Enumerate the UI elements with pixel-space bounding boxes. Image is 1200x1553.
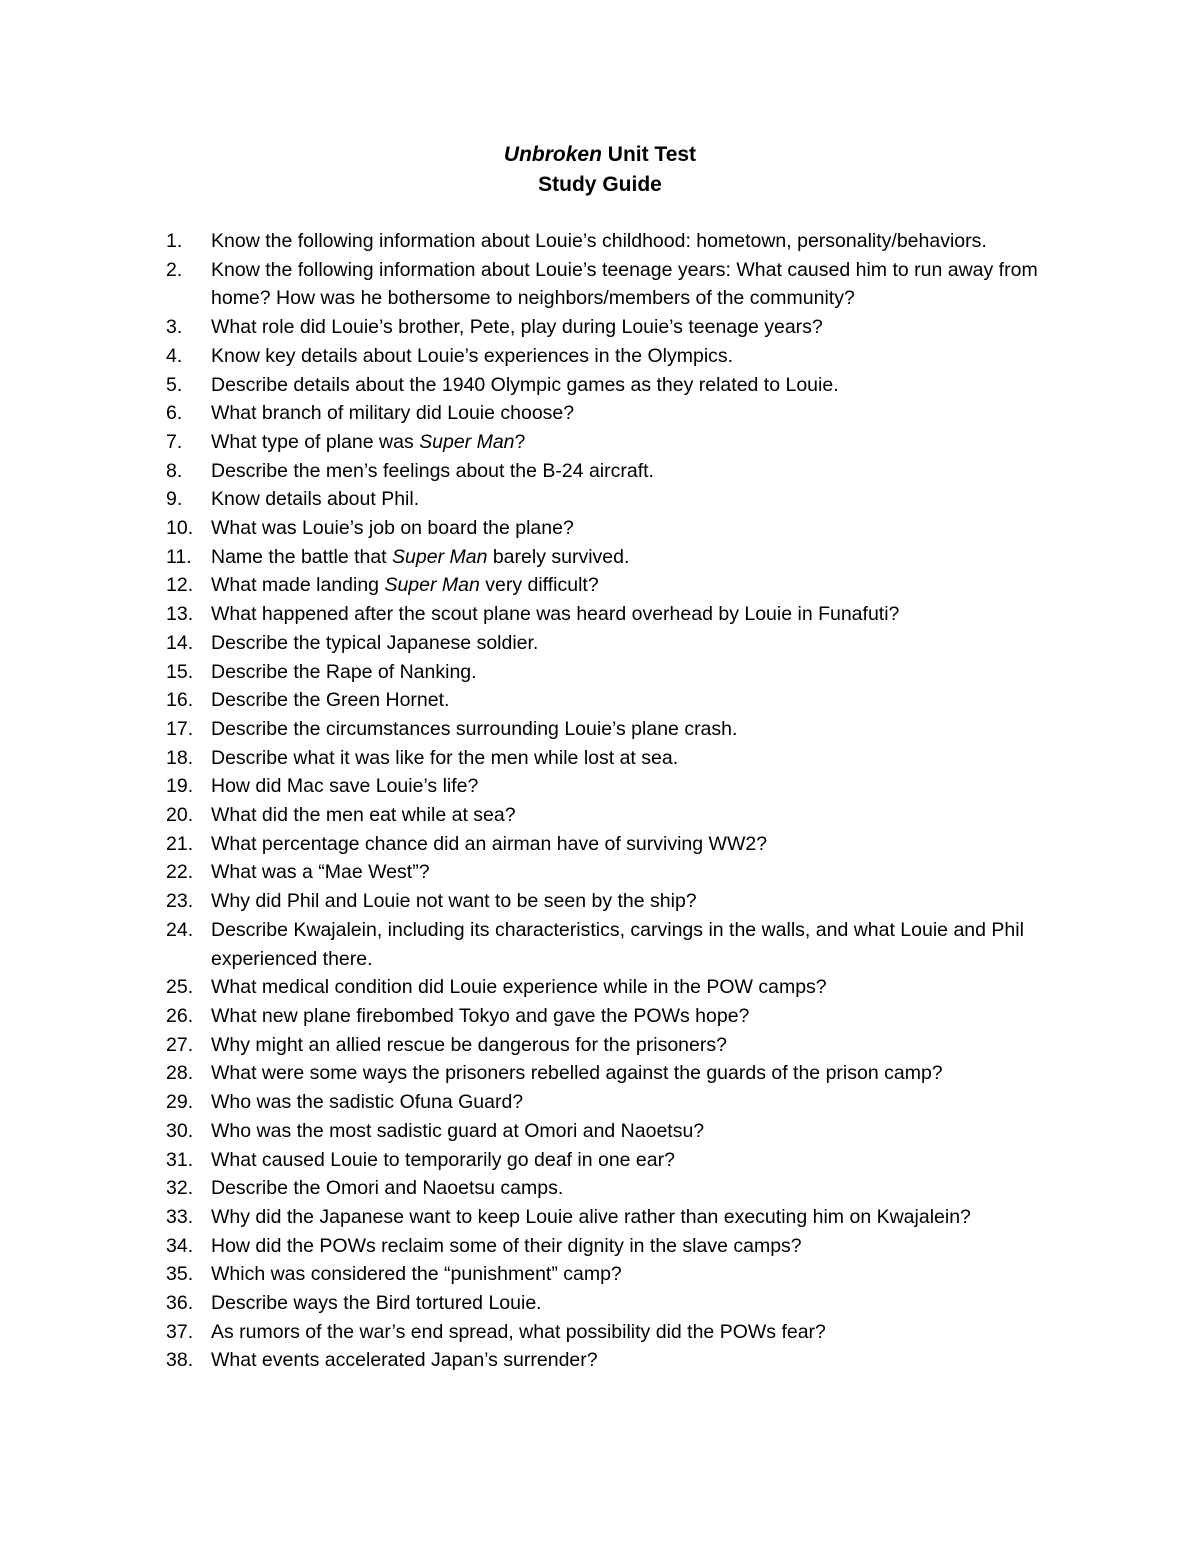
question-number: 29. bbox=[166, 1091, 194, 1114]
question-item bbox=[166, 1318, 1066, 1347]
question-text-segment: Describe details about the 1940 Olympic games as they related to Louie. bbox=[211, 373, 839, 396]
question-text-segment: What was Louie’s job on board the plane? bbox=[211, 517, 574, 540]
question-text-segment: What events accelerated Japan’s surrender? bbox=[211, 1349, 598, 1372]
question-number: 31. bbox=[166, 1148, 194, 1171]
question-text bbox=[211, 431, 525, 453]
question-item bbox=[166, 830, 1066, 859]
question-text-segment: Describe what it was like for the men while lost at sea. bbox=[211, 746, 679, 769]
question-number: 33. bbox=[166, 1205, 194, 1228]
question-text-segment: How did the POWs reclaim some of their dignity in the slave camps? bbox=[211, 1234, 802, 1257]
question-text-segment: What happened after the scout plane was heard overhead by Louie in Funafuti? bbox=[211, 603, 900, 626]
question-text-segment: Describe Kwajalein, including its characteristics, carvings in the walls, and what Louie and Phil experienced there. bbox=[211, 918, 1024, 970]
question-text bbox=[211, 1149, 675, 1171]
question-text bbox=[211, 1177, 563, 1199]
question-item bbox=[166, 1088, 1066, 1117]
question-item bbox=[166, 313, 1066, 342]
question-text-segment: What did the men eat while at sea? bbox=[211, 804, 516, 827]
question-number: 23. bbox=[166, 890, 194, 913]
title-block bbox=[0, 140, 1200, 199]
question-number: 35. bbox=[166, 1263, 194, 1286]
question-text bbox=[211, 230, 987, 252]
question-text-segment: Why did the Japanese want to keep Louie alive rather than executing him on Kwajalein? bbox=[211, 1205, 971, 1228]
question-text-segment: What percentage chance did an airman have of surviving WW2? bbox=[211, 832, 768, 855]
question-text-segment: What made landing bbox=[211, 574, 385, 597]
question-text-segment: Describe the Omori and Naoetsu camps. bbox=[211, 1177, 564, 1200]
question-text-segment: How did Mac save Louie’s life? bbox=[211, 775, 479, 798]
question-item bbox=[166, 916, 1066, 973]
question-number: 22. bbox=[166, 861, 194, 884]
question-item bbox=[166, 600, 1066, 629]
question-number: 11. bbox=[166, 545, 192, 568]
question-item bbox=[166, 399, 1066, 428]
question-item bbox=[166, 1346, 1066, 1375]
question-item bbox=[166, 1031, 1066, 1060]
question-text bbox=[211, 919, 1024, 970]
question-number: 28. bbox=[166, 1062, 194, 1085]
question-text-segment: Describe the men’s feelings about the B-24 aircraft. bbox=[211, 459, 654, 482]
question-text bbox=[211, 747, 678, 769]
question-item bbox=[166, 371, 1066, 400]
question-text bbox=[211, 890, 697, 912]
question-text bbox=[211, 345, 733, 367]
question-number: 21. bbox=[166, 832, 194, 855]
question-item bbox=[166, 629, 1066, 658]
question-list bbox=[166, 227, 1066, 1375]
question-text bbox=[211, 374, 839, 396]
question-number: 17. bbox=[166, 717, 194, 740]
question-item bbox=[166, 342, 1066, 371]
question-item bbox=[166, 715, 1066, 744]
question-text bbox=[211, 517, 574, 539]
question-text-segment: Who was the sadistic Ofuna Guard? bbox=[211, 1091, 524, 1114]
question-item bbox=[166, 457, 1066, 486]
question-item bbox=[166, 543, 1066, 572]
question-text-segment: What medical condition did Louie experience while in the POW camps? bbox=[211, 976, 827, 999]
question-text bbox=[211, 861, 430, 883]
question-item bbox=[166, 686, 1066, 715]
question-number: 13. bbox=[166, 603, 194, 626]
question-text bbox=[211, 259, 1038, 310]
question-text-segment: Why might an allied rescue be dangerous for the prisoners? bbox=[211, 1033, 727, 1056]
question-text bbox=[211, 1091, 523, 1113]
question-number: 4. bbox=[166, 344, 183, 367]
question-text bbox=[211, 603, 899, 625]
question-text-segment: Name the battle that bbox=[211, 545, 393, 568]
question-text bbox=[211, 1034, 727, 1056]
question-item bbox=[166, 801, 1066, 830]
question-text-segment: What branch of military did Louie choose? bbox=[211, 402, 575, 425]
question-text-segment: What role did Louie’s brother, Pete, play during Louie’s teenage years? bbox=[211, 316, 823, 339]
question-text-italic: Super Man bbox=[384, 574, 480, 597]
question-number: 1. bbox=[166, 230, 183, 252]
question-text-segment: Why did Phil and Louie not want to be seen by the ship? bbox=[211, 890, 697, 913]
question-number: 2. bbox=[166, 258, 183, 281]
question-text bbox=[211, 804, 516, 826]
question-number: 15. bbox=[166, 660, 194, 683]
question-number: 32. bbox=[166, 1177, 194, 1200]
question-text bbox=[211, 546, 629, 568]
question-number: 6. bbox=[166, 402, 183, 425]
question-item bbox=[166, 658, 1066, 687]
question-text-segment: Describe ways the Bird tortured Louie. bbox=[211, 1292, 542, 1315]
question-number: 37. bbox=[166, 1320, 194, 1343]
question-text bbox=[211, 1263, 622, 1285]
question-number: 24. bbox=[166, 918, 194, 941]
question-text-segment: Which was considered the “punishment” camp? bbox=[211, 1263, 622, 1286]
question-number: 19. bbox=[166, 775, 194, 798]
question-item bbox=[166, 858, 1066, 887]
title-rest: Unit Test bbox=[601, 143, 697, 166]
title-italic: Unbroken bbox=[503, 143, 602, 166]
question-text bbox=[211, 1005, 749, 1027]
question-number: 12. bbox=[166, 574, 194, 597]
question-number: 9. bbox=[166, 488, 183, 511]
question-text bbox=[211, 1292, 542, 1314]
document-title bbox=[0, 140, 1200, 170]
question-item bbox=[166, 227, 1066, 256]
question-number: 14. bbox=[166, 631, 194, 654]
question-number: 18. bbox=[166, 746, 194, 769]
question-text-segment: Describe the Rape of Nanking. bbox=[211, 660, 477, 683]
question-text-segment: Who was the most sadistic guard at Omori and Naoetsu? bbox=[211, 1119, 705, 1142]
question-text bbox=[211, 574, 599, 596]
question-text-segment: very difficult? bbox=[479, 574, 599, 597]
question-item bbox=[166, 1059, 1066, 1088]
question-text bbox=[211, 1321, 826, 1343]
question-text-segment: What was a “Mae West”? bbox=[211, 861, 430, 884]
question-item bbox=[166, 571, 1066, 600]
question-text bbox=[211, 1206, 971, 1228]
question-text-segment: As rumors of the war’s end spread, what possibility did the POWs fear? bbox=[211, 1320, 826, 1343]
question-text-segment: Know key details about Louie’s experiences in the Olympics. bbox=[211, 344, 734, 367]
question-text-segment: Know the following information about Louie’s childhood: hometown, personality/behaviors. bbox=[211, 230, 987, 252]
question-number: 26. bbox=[166, 1004, 194, 1027]
question-number: 36. bbox=[166, 1292, 194, 1315]
question-number: 7. bbox=[166, 430, 183, 453]
question-text-segment: What caused Louie to temporarily go deaf in one ear? bbox=[211, 1148, 675, 1171]
question-text-segment: What new plane firebombed Tokyo and gave the POWs hope? bbox=[211, 1004, 750, 1027]
question-number: 8. bbox=[166, 459, 183, 482]
question-text bbox=[211, 402, 574, 424]
question-number: 38. bbox=[166, 1349, 194, 1372]
question-item bbox=[166, 1146, 1066, 1175]
question-text-segment: Know the following information about Louie’s teenage years: What caused him to run away from home? How was he bothersome to neighbors/members of the community? bbox=[211, 258, 1038, 310]
document-subtitle: Study Guide bbox=[538, 172, 662, 196]
question-item bbox=[166, 772, 1066, 801]
question-text bbox=[211, 718, 737, 740]
question-number: 27. bbox=[166, 1033, 194, 1056]
question-number: 10. bbox=[166, 517, 194, 540]
question-text-segment: ? bbox=[514, 430, 526, 453]
question-item bbox=[166, 1117, 1066, 1146]
question-item bbox=[166, 973, 1066, 1002]
question-item bbox=[166, 1002, 1066, 1031]
question-text-italic: Super Man bbox=[392, 545, 488, 568]
question-text bbox=[211, 833, 767, 855]
question-text-segment: Describe the typical Japanese soldier. bbox=[211, 631, 539, 654]
question-item bbox=[166, 514, 1066, 543]
question-number: 20. bbox=[166, 804, 194, 827]
question-text bbox=[211, 775, 478, 797]
question-text bbox=[211, 316, 823, 338]
question-item bbox=[166, 1203, 1066, 1232]
question-text-segment: What type of plane was bbox=[211, 430, 420, 453]
question-text-segment: Describe the circumstances surrounding Louie’s plane crash. bbox=[211, 717, 738, 740]
question-text bbox=[211, 632, 538, 654]
question-item bbox=[166, 256, 1066, 313]
question-text bbox=[211, 1235, 802, 1257]
question-item bbox=[166, 1260, 1066, 1289]
question-number: 34. bbox=[166, 1234, 194, 1257]
question-text bbox=[211, 661, 477, 683]
question-item bbox=[166, 428, 1066, 457]
question-text-segment: barely survived. bbox=[487, 545, 630, 568]
question-text bbox=[211, 460, 654, 482]
question-text bbox=[211, 488, 419, 510]
question-text bbox=[211, 1349, 598, 1371]
question-item bbox=[166, 887, 1066, 916]
question-text bbox=[211, 1120, 704, 1142]
question-text bbox=[211, 976, 827, 998]
question-text bbox=[211, 1062, 943, 1084]
question-item bbox=[166, 485, 1066, 514]
question-number: 25. bbox=[166, 976, 194, 999]
question-item bbox=[166, 1232, 1066, 1261]
question-number: 16. bbox=[166, 689, 194, 712]
question-number: 30. bbox=[166, 1119, 194, 1142]
question-item bbox=[166, 1289, 1066, 1318]
question-text-italic: Super Man bbox=[419, 430, 515, 453]
question-number: 3. bbox=[166, 316, 183, 339]
question-number: 5. bbox=[166, 373, 183, 396]
question-text bbox=[211, 689, 449, 711]
question-text-segment: What were some ways the prisoners rebelled against the guards of the prison camp? bbox=[211, 1062, 943, 1085]
question-item bbox=[166, 1174, 1066, 1203]
question-item bbox=[166, 744, 1066, 773]
question-text-segment: Describe the Green Hornet. bbox=[211, 689, 450, 712]
question-text-segment: Know details about Phil. bbox=[211, 488, 420, 511]
